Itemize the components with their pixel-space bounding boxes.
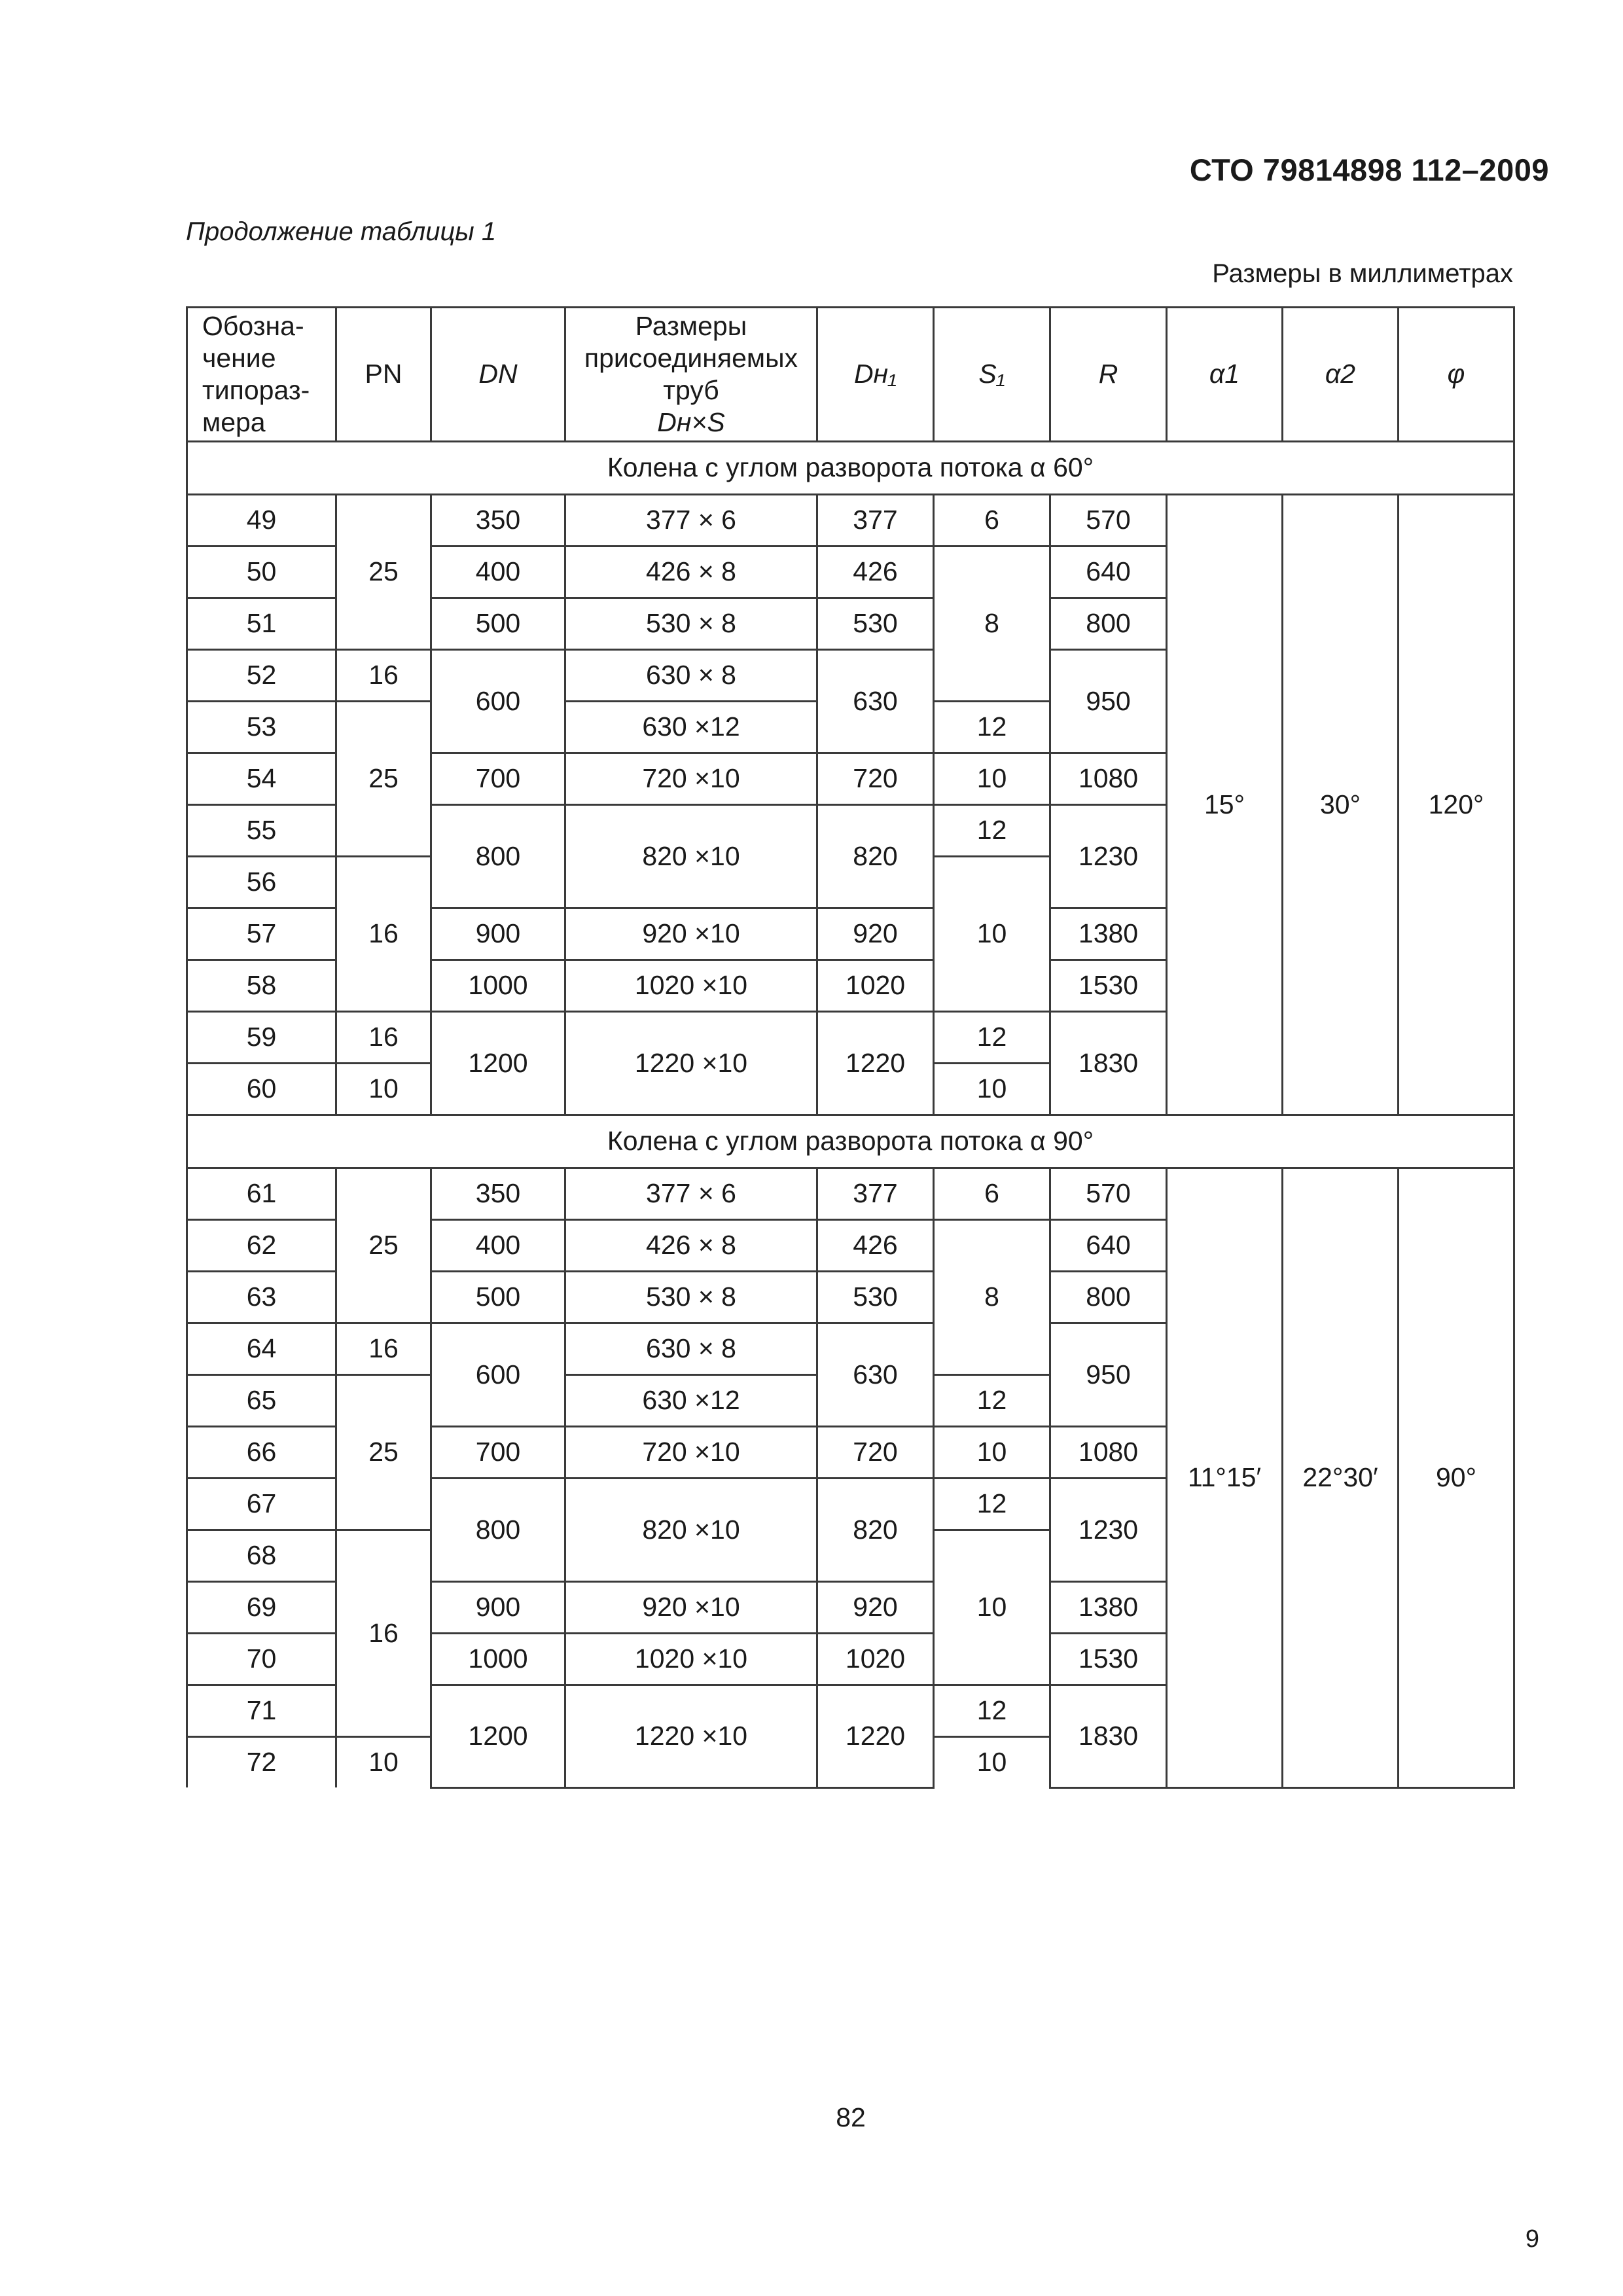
pipe-size-cell: 426 × 8 <box>565 547 817 598</box>
pipe-size-cell: 820 ×10 <box>565 1479 817 1582</box>
header-dn: DN <box>431 308 565 442</box>
designation-cell: 50 <box>187 547 336 598</box>
pn-cell: 25 <box>336 1375 431 1530</box>
designation-cell: 70 <box>187 1634 336 1685</box>
pn-cell: 25 <box>336 1168 431 1323</box>
pn-cell: 16 <box>336 1323 431 1375</box>
phi-cell: 90° <box>1399 1168 1514 1788</box>
pipe-size-cell: 426 × 8 <box>565 1220 817 1272</box>
designation-cell: 71 <box>187 1685 336 1737</box>
designation-cell: 49 <box>187 495 336 547</box>
dh1-cell: 920 <box>817 908 934 960</box>
pipe-size-cell: 1220 ×10 <box>565 1685 817 1788</box>
dimensions-table <box>186 306 1515 1789</box>
designation-cell: 51 <box>187 598 336 650</box>
designation-cell: 65 <box>187 1375 336 1427</box>
s1-cell: 12 <box>934 1479 1050 1530</box>
pn-cell: 10 <box>336 1737 431 1788</box>
designation-cell: 62 <box>187 1220 336 1272</box>
s1-cell: 12 <box>934 1685 1050 1737</box>
dn-cell: 600 <box>431 1323 565 1427</box>
alpha2-cell: 30° <box>1283 495 1399 1115</box>
designation-cell: 59 <box>187 1012 336 1064</box>
header-s1: S₁ <box>934 308 1050 442</box>
dn-cell: 500 <box>431 1272 565 1323</box>
table-row <box>187 495 1514 547</box>
r-cell: 570 <box>1050 1168 1167 1220</box>
dh1-cell: 720 <box>817 1427 934 1479</box>
pn-cell: 10 <box>336 1064 431 1115</box>
r-cell: 1830 <box>1050 1685 1167 1788</box>
header-alpha1: α1 <box>1167 308 1283 442</box>
r-cell: 950 <box>1050 650 1167 753</box>
table-row <box>187 1168 1514 1220</box>
pipe-size-cell: 1020 ×10 <box>565 1634 817 1685</box>
pipe-size-cell: 377 × 6 <box>565 495 817 547</box>
dh1-cell: 1220 <box>817 1685 934 1788</box>
dh1-cell: 820 <box>817 805 934 908</box>
designation-cell: 57 <box>187 908 336 960</box>
s1-cell: 12 <box>934 805 1050 857</box>
designation-cell: 63 <box>187 1272 336 1323</box>
dn-cell: 400 <box>431 547 565 598</box>
r-cell: 1380 <box>1050 1582 1167 1634</box>
dh1-cell: 426 <box>817 1220 934 1272</box>
document-code: СТО 79814898 112–2009 <box>1189 152 1549 187</box>
dh1-cell: 530 <box>817 598 934 650</box>
s1-cell: 12 <box>934 702 1050 753</box>
dh1-cell: 820 <box>817 1479 934 1582</box>
designation-cell: 69 <box>187 1582 336 1634</box>
dn-cell: 1200 <box>431 1685 565 1788</box>
dn-cell: 500 <box>431 598 565 650</box>
s1-cell: 12 <box>934 1375 1050 1427</box>
header-phi: φ <box>1399 308 1514 442</box>
dn-cell: 400 <box>431 1220 565 1272</box>
dn-cell: 900 <box>431 1582 565 1634</box>
pipe-size-cell: 630 ×12 <box>565 1375 817 1427</box>
r-cell: 640 <box>1050 1220 1167 1272</box>
pipe-size-cell: 1020 ×10 <box>565 960 817 1012</box>
designation-cell: 53 <box>187 702 336 753</box>
alpha2-cell: 22°30′ <box>1283 1168 1399 1788</box>
dn-cell: 800 <box>431 1479 565 1582</box>
dh1-cell: 1020 <box>817 1634 934 1685</box>
designation-cell: 54 <box>187 753 336 805</box>
dn-cell: 800 <box>431 805 565 908</box>
r-cell: 1380 <box>1050 908 1167 960</box>
s1-cell: 8 <box>934 547 1050 702</box>
pipe-size-cell: 920 ×10 <box>565 1582 817 1634</box>
dn-cell: 900 <box>431 908 565 960</box>
header-r: R <box>1050 308 1167 442</box>
pipe-size-cell: 820 ×10 <box>565 805 817 908</box>
dh1-cell: 530 <box>817 1272 934 1323</box>
designation-cell: 66 <box>187 1427 336 1479</box>
page-number: 82 <box>836 2102 866 2132</box>
pipe-size-cell: 720 ×10 <box>565 1427 817 1479</box>
s1-cell: 10 <box>934 1530 1050 1685</box>
designation-cell: 61 <box>187 1168 336 1220</box>
r-cell: 570 <box>1050 495 1167 547</box>
r-cell: 1230 <box>1050 805 1167 908</box>
designation-cell: 55 <box>187 805 336 857</box>
pn-cell: 16 <box>336 857 431 1012</box>
r-cell: 950 <box>1050 1323 1167 1427</box>
r-cell: 800 <box>1050 1272 1167 1323</box>
pipe-size-cell: 530 × 8 <box>565 598 817 650</box>
s1-cell: 10 <box>934 753 1050 805</box>
pipe-size-cell: 630 ×12 <box>565 702 817 753</box>
pn-cell: 16 <box>336 650 431 702</box>
pn-cell: 25 <box>336 702 431 857</box>
units-note: Размеры в миллиметрах <box>1212 259 1513 288</box>
s1-cell: 10 <box>934 1737 1050 1788</box>
designation-cell: 72 <box>187 1737 336 1788</box>
dn-cell: 350 <box>431 1168 565 1220</box>
table-caption: Продолжение таблицы 1 <box>186 217 497 246</box>
dh1-cell: 720 <box>817 753 934 805</box>
alpha1-cell: 15° <box>1167 495 1283 1115</box>
dn-cell: 700 <box>431 1427 565 1479</box>
dh1-cell: 1220 <box>817 1012 934 1115</box>
pipe-size-cell: 530 × 8 <box>565 1272 817 1323</box>
r-cell: 1230 <box>1050 1479 1167 1582</box>
dh1-cell: 630 <box>817 1323 934 1427</box>
designation-cell: 67 <box>187 1479 336 1530</box>
r-cell: 640 <box>1050 547 1167 598</box>
pipe-size-cell: 720 ×10 <box>565 753 817 805</box>
phi-cell: 120° <box>1399 495 1514 1115</box>
sheet-number: 9 <box>1525 2225 1539 2253</box>
s1-cell: 10 <box>934 857 1050 1012</box>
pipe-size-cell: 630 × 8 <box>565 1323 817 1375</box>
dn-cell: 350 <box>431 495 565 547</box>
r-cell: 1530 <box>1050 1634 1167 1685</box>
header-pipe-sizes: Размеры присоединяемых труб Dн×S <box>565 308 817 442</box>
header-alpha2: α2 <box>1283 308 1399 442</box>
dh1-cell: 377 <box>817 1168 934 1220</box>
designation-cell: 68 <box>187 1530 336 1582</box>
dn-cell: 600 <box>431 650 565 753</box>
r-cell: 800 <box>1050 598 1167 650</box>
s1-cell: 6 <box>934 495 1050 547</box>
designation-cell: 56 <box>187 857 336 908</box>
r-cell: 1080 <box>1050 753 1167 805</box>
header-pn: PN <box>336 308 431 442</box>
pn-cell: 16 <box>336 1530 431 1737</box>
dh1-cell: 1020 <box>817 960 934 1012</box>
s1-cell: 10 <box>934 1427 1050 1479</box>
section-title: Колена с углом разворота потока α 90° <box>187 1115 1514 1168</box>
dh1-cell: 426 <box>817 547 934 598</box>
pipe-size-cell: 630 × 8 <box>565 650 817 702</box>
pipe-size-cell: 1220 ×10 <box>565 1012 817 1115</box>
r-cell: 1830 <box>1050 1012 1167 1115</box>
dh1-cell: 630 <box>817 650 934 753</box>
designation-cell: 52 <box>187 650 336 702</box>
section-row <box>187 442 1514 495</box>
pn-cell: 16 <box>336 1012 431 1064</box>
section-row <box>187 1115 1514 1168</box>
s1-cell: 6 <box>934 1168 1050 1220</box>
r-cell: 1530 <box>1050 960 1167 1012</box>
designation-cell: 64 <box>187 1323 336 1375</box>
header-row <box>187 308 1514 442</box>
alpha1-cell: 11°15′ <box>1167 1168 1283 1788</box>
dn-cell: 1200 <box>431 1012 565 1115</box>
designation-cell: 58 <box>187 960 336 1012</box>
s1-cell: 8 <box>934 1220 1050 1375</box>
header-dh1: Dн₁ <box>817 308 934 442</box>
pipe-size-cell: 920 ×10 <box>565 908 817 960</box>
pipe-size-cell: 377 × 6 <box>565 1168 817 1220</box>
dh1-cell: 920 <box>817 1582 934 1634</box>
section-title: Колена с углом разворота потока α 60° <box>187 442 1514 495</box>
dn-cell: 1000 <box>431 960 565 1012</box>
s1-cell: 12 <box>934 1012 1050 1064</box>
s1-cell: 10 <box>934 1064 1050 1115</box>
pn-cell: 25 <box>336 495 431 650</box>
r-cell: 1080 <box>1050 1427 1167 1479</box>
dn-cell: 700 <box>431 753 565 805</box>
dn-cell: 1000 <box>431 1634 565 1685</box>
designation-cell: 60 <box>187 1064 336 1115</box>
header-designation: Обозна- чение типораз- мера <box>187 308 336 442</box>
dh1-cell: 377 <box>817 495 934 547</box>
